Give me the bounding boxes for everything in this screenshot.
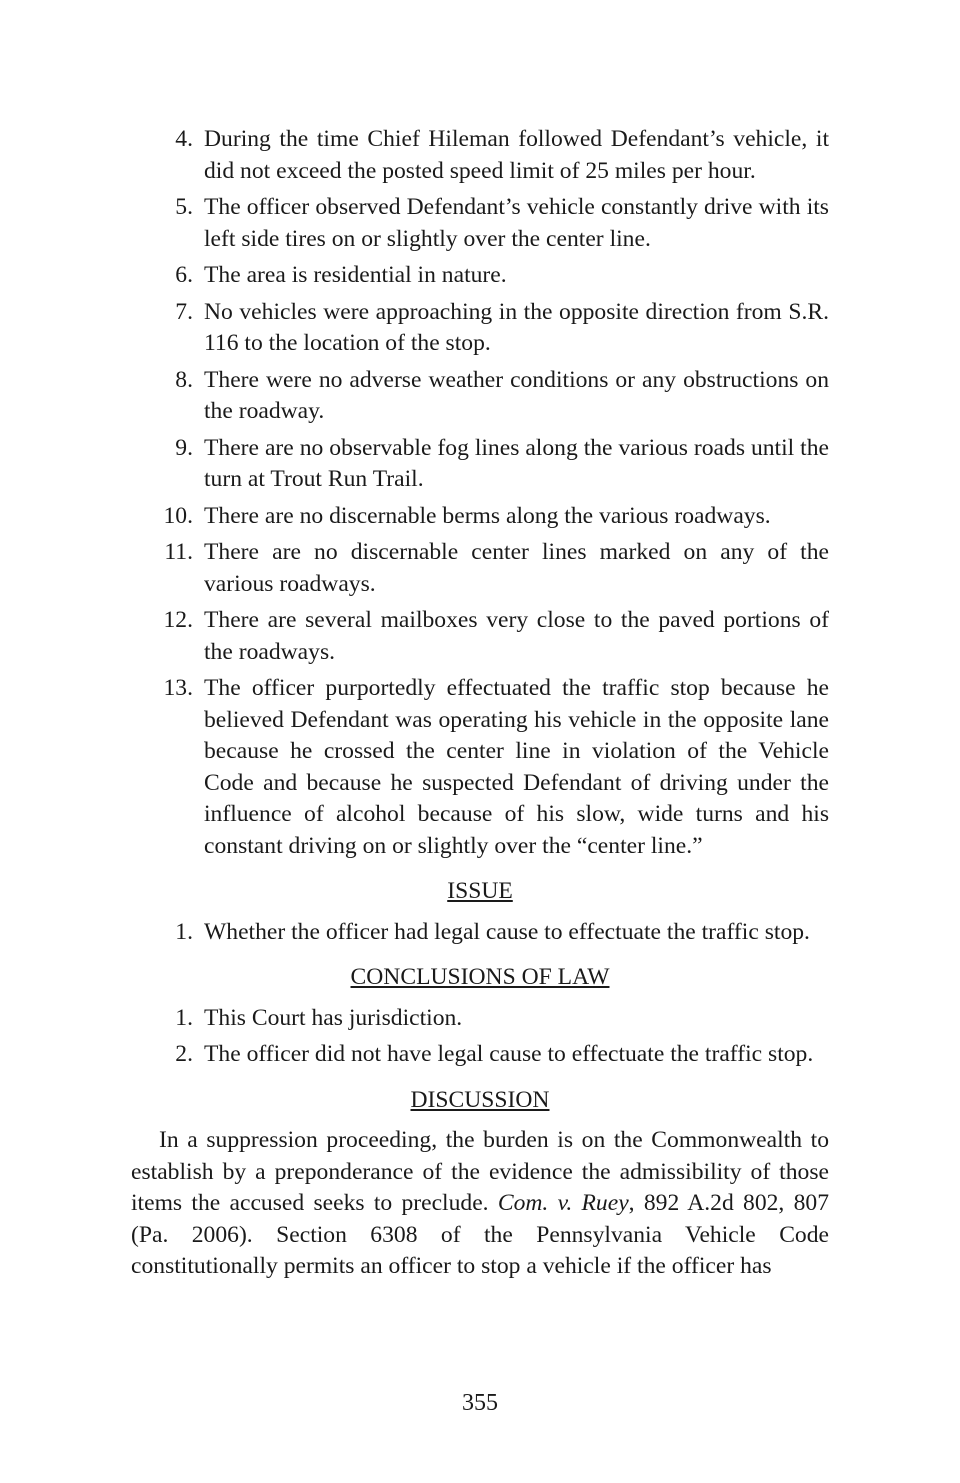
item-text: During the time Chief Hileman followed Defendant’s vehicle, it did not exceed the posted speed limit of 25 miles per hour. bbox=[204, 126, 829, 184]
finding-item bbox=[131, 673, 829, 862]
finding-item bbox=[131, 433, 829, 496]
item-number: 7. bbox=[175, 298, 193, 325]
item-number: 1. bbox=[175, 918, 193, 945]
item-number: 13. bbox=[163, 675, 193, 701]
item-number: 9. bbox=[175, 434, 193, 461]
discussion-heading: DISCUSSION bbox=[410, 1086, 550, 1113]
item-number: 1. bbox=[175, 1004, 193, 1031]
item-text: Whether the officer had legal cause to effectuate the traffic stop. bbox=[204, 918, 810, 945]
paragraph-text: In a suppression proceeding, the burden is on the Commonwealth to establish by a preponderance of the evidence the admissibility of those items the accused seeks to preclude. bbox=[131, 1127, 829, 1216]
finding-item bbox=[131, 297, 829, 360]
item-text: There are no discernable center lines marked on any of the various roadways. bbox=[204, 539, 829, 597]
item-number: 5. bbox=[175, 194, 193, 220]
item-text: The officer observed Defendant’s vehicle constantly drive with its left side tires on or slightly over the center line. bbox=[204, 194, 829, 252]
case-citation: Com. v. Ruey bbox=[497, 1190, 629, 1216]
item-text: There are several mailboxes very close to the paved portions of the roadways. bbox=[204, 607, 829, 665]
item-number: 6. bbox=[175, 262, 193, 288]
item-text: There are no observable fog lines along the various roads until the turn at Trout Run Trail. bbox=[204, 434, 829, 492]
findings-of-fact-list bbox=[131, 124, 829, 862]
discussion-paragraph bbox=[131, 1125, 829, 1283]
item-text: The officer purportedly effectuated the traffic stop because he believed Defendant was operating his vehicle in the opposite lane because he crossed the center line in violation of the Vehicle Code and because he suspected Defendant of driving under the influence of alcohol because of his slow, wide turns and his constant driving on or slightly over the “center line.” bbox=[204, 675, 829, 859]
page-number: 355 bbox=[462, 1390, 498, 1416]
finding-item bbox=[131, 605, 829, 668]
item-number: 8. bbox=[175, 366, 193, 393]
item-text: There are no discernable berms along the various roadways. bbox=[204, 502, 771, 529]
finding-item bbox=[131, 537, 829, 600]
item-number: 11. bbox=[164, 539, 193, 565]
item-text: The officer did not have legal cause to effectuate the traffic stop. bbox=[204, 1041, 814, 1067]
item-text: No vehicles were approaching in the opposite direction from S.R. 116 to the location of the stop. bbox=[204, 298, 829, 356]
item-number: 10. bbox=[163, 502, 193, 529]
conclusions-heading: CONCLUSIONS OF LAW bbox=[350, 964, 610, 990]
item-text: There were no adverse weather conditions or any obstructions on the roadway. bbox=[204, 366, 829, 424]
finding-item bbox=[131, 501, 829, 533]
item-text: The area is residential in nature. bbox=[204, 262, 507, 288]
item-text: This Court has jurisdiction. bbox=[204, 1004, 463, 1031]
issue-heading: ISSUE bbox=[447, 878, 513, 904]
item-number: 2. bbox=[175, 1041, 193, 1067]
item-number: 4. bbox=[175, 126, 193, 152]
issue-item bbox=[131, 917, 829, 949]
conclusion-item bbox=[131, 1003, 829, 1035]
finding-item bbox=[131, 192, 829, 255]
issue-list bbox=[131, 917, 829, 949]
finding-item bbox=[131, 260, 829, 292]
conclusions-list bbox=[131, 1003, 829, 1071]
conclusion-item bbox=[131, 1039, 829, 1071]
finding-item bbox=[131, 124, 829, 187]
paragraph-text: , 892 A.2d 802, 807 (Pa. 2006). Section 6308 of the Pennsylvania Vehicle Code constitutionally permits an officer to stop a vehicle if the officer has bbox=[131, 1190, 829, 1279]
finding-item bbox=[131, 365, 829, 428]
item-number: 12. bbox=[163, 607, 193, 633]
page-content bbox=[131, 124, 829, 1283]
